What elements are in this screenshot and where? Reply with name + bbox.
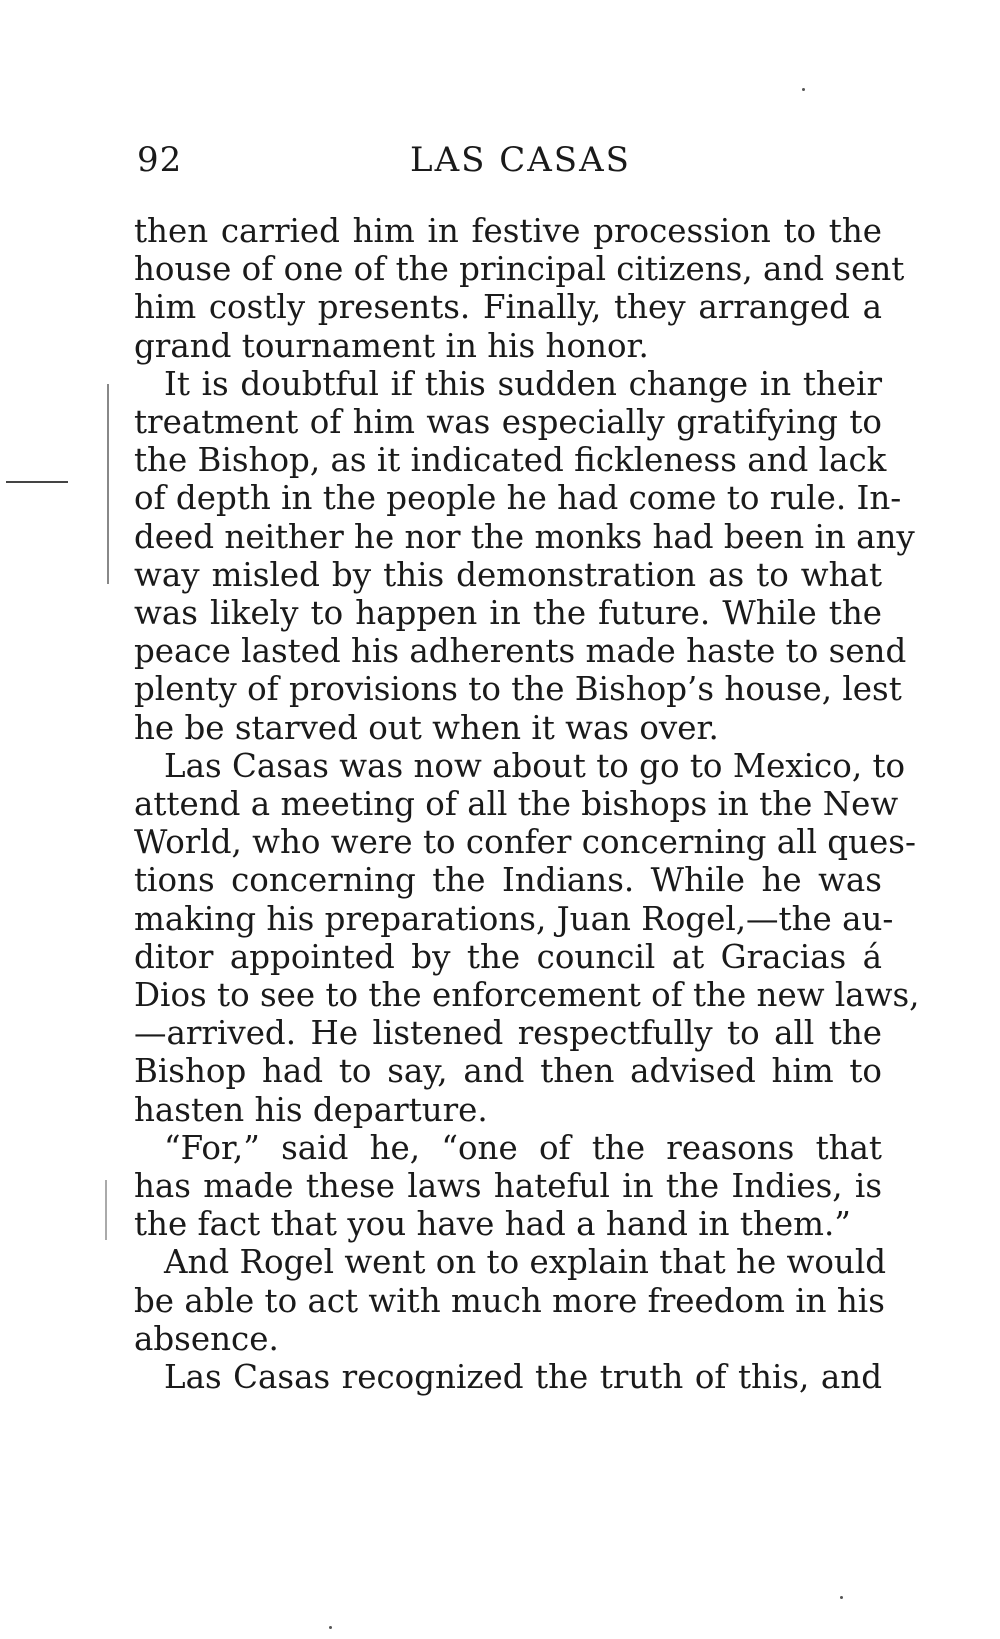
scan-speck [802,88,805,91]
text-line: has made these laws hateful in the Indies, is [134,1167,882,1206]
scan-speck [329,1626,332,1629]
margin-vertical-mark [105,1180,107,1240]
text-line: ditor appointed by the council at Gracias á [134,937,882,976]
text-line: house of one of the principal citizens, and sent [134,250,905,289]
text-line: making his preparations, Juan Rogel,—the au- [134,899,894,938]
text-line: grand tournament in his honor. [134,326,649,365]
text-line: And Rogel went on to explain that he would [164,1243,887,1282]
running-title: LAS CASAS [410,140,631,180]
text-line: he be starved out when it was over. [134,708,719,747]
text-line: was likely to happen in the future. While the [134,594,882,633]
text-line: peace lasted his adherents made haste to send [134,632,907,671]
body-text [134,212,920,1397]
text-line: treatment of him was especially gratifying to [134,403,882,442]
text-line: the fact that you have had a hand in them.” [134,1205,851,1244]
text-line: of depth in the people he had come to rule. In- [134,479,902,518]
text-line: World, who were to confer concerning all ques- [134,823,916,862]
text-line: attend a meeting of all the bishops in the New [134,785,899,824]
scan-speck [840,1596,843,1599]
text-line: Dios to see to the enforcement of the new laws, [134,976,920,1015]
text-line: be able to act with much more freedom in his [134,1281,885,1320]
text-line: deed neither he nor the monks had been in any [134,517,915,556]
text-line: him costly presents. Finally, they arranged a [134,288,882,327]
text-line: It is doubtful if this sudden change in their [164,364,882,403]
text-line: Bishop had to say, and then advised him to [134,1052,882,1091]
text-line: tions concerning the Indians. While he was [134,861,882,900]
text-line: “For,” said he, “one of the reasons that [164,1128,882,1167]
text-line: hasten his departure. [134,1090,488,1129]
text-line: the Bishop, as it indicated fickleness and lack [134,441,887,480]
text-line: absence. [134,1319,279,1358]
margin-dash-mark [6,481,68,483]
text-line: —arrived. He listened respectfully to all the [134,1014,882,1053]
text-line: then carried him in festive procession to the [134,212,882,250]
text-line: Las Casas recognized the truth of this, and [164,1358,882,1397]
text-line: way misled by this demonstration as to what [134,555,882,594]
page-number: 92 [137,140,183,180]
margin-vertical-mark [107,384,109,584]
text-line: Las Casas was now about to go to Mexico, to [164,746,906,785]
text-line: plenty of provisions to the Bishop’s house, lest [134,670,902,709]
